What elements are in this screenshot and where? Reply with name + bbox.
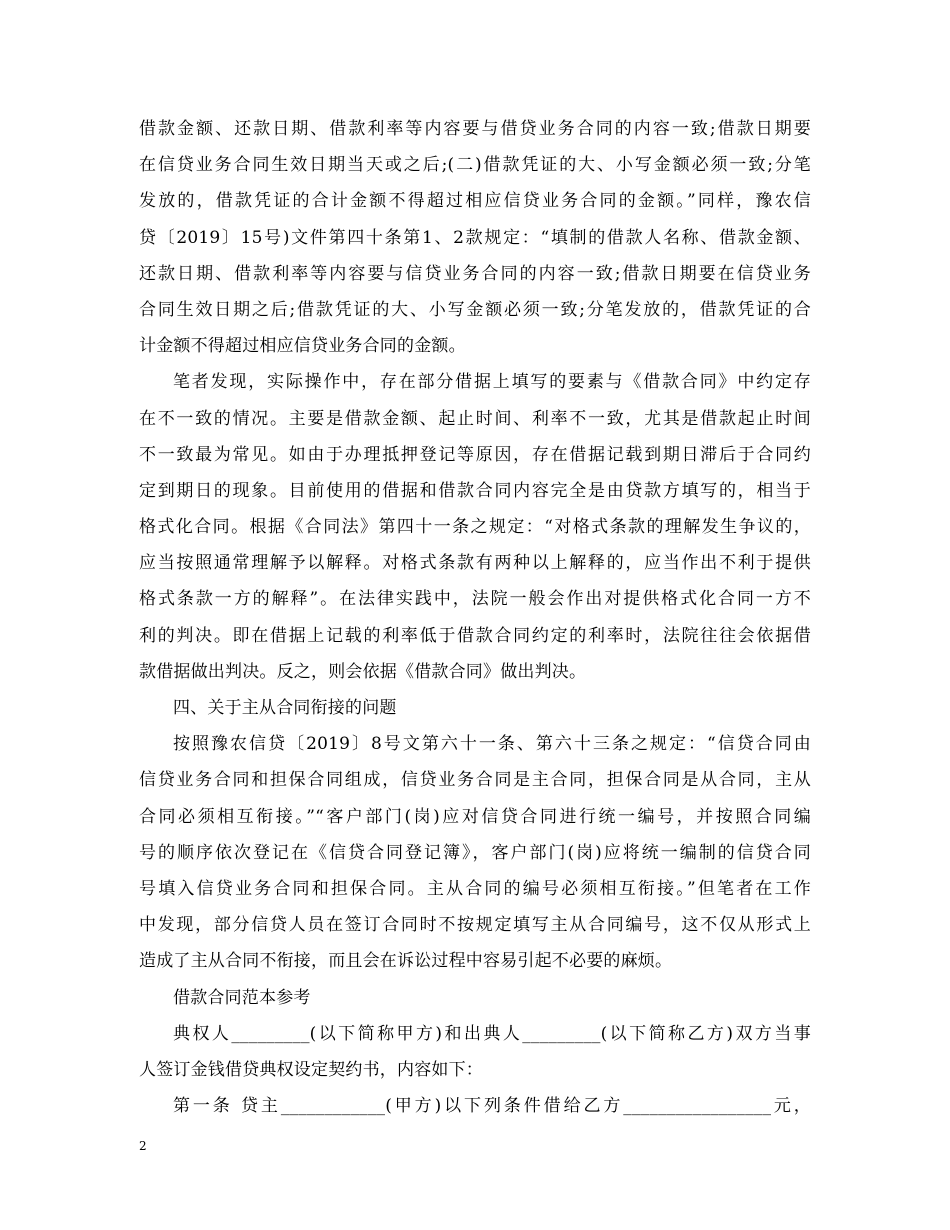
text-line: 信贷业务合同和担保合同组成，信贷业务合同是主合同，担保合同是从合同，主从 (139, 770, 811, 791)
text-line: 利的判决。即在借据上记载的利率低于借款合同约定的利率时，法院往往会依据借 (139, 625, 811, 646)
text-line: 不一致最为常见。如由于办理抵押登记等原因，存在借据记载到期日滞后于合同约 (139, 444, 811, 465)
section-heading: 四、关于主从合同衔接的问题 (173, 698, 397, 718)
text-line: 在不一致的情况。主要是借款金额、起止时间、利率不一致，尤其是借款起止时间 (139, 408, 811, 429)
text-line: 合同生效日期之后;借款凭证的大、小写金额必须一致;分笔发放的，借款凭证的合 (139, 299, 811, 320)
text-line: 格式条款一方的解释”。在法律实践中，法院一般会作出对提供格式化合同一方不 (139, 589, 811, 610)
text-line: 款借据做出判决。反之，则会依据《借款合同》做出判决。 (139, 661, 587, 682)
text-line: 典权人_________(以下简称甲方)和出典人_________(以下简称乙方)双方当事 (173, 1023, 811, 1044)
text-line: 笔者发现，实际操作中，存在部分借据上填写的要素与《借款合同》中约定存 (173, 372, 811, 393)
text-line: 贷〔2019〕15号)文件第四十条第1、2款规定：“填制的借款人名称、借款金额、 (139, 227, 811, 248)
text-line: 应当按照通常理解予以解释。对格式条款有两种以上解释的，应当作出不利于提供 (139, 553, 811, 574)
text-line: 中发现，部分信贷人员在签订合同时不按规定填写主从合同编号，这不仅从形式上 (139, 915, 811, 936)
text-line: 第一条 贷主____________(甲方)以下列条件借给乙方_________________元， (173, 1096, 811, 1117)
document-body (139, 111, 811, 1124)
text-line: 号的顺序依次登记在《信贷合同登记簿》，客户部门(岗)应将统一编制的信贷合同 (139, 842, 811, 863)
text-line: 借款金额、还款日期、借款利率等内容要与借贷业务合同的内容一致;借款日期要 (139, 119, 811, 139)
page-number: 2 (139, 1139, 147, 1153)
text-line: 计金额不得超过相应信贷业务合同的金额。 (139, 336, 466, 357)
text-line: 号填入信贷业务合同和担保合同。主从合同的编号必须相互衔接。”但笔者在工作 (139, 878, 811, 899)
text-line: 造成了主从合同不衔接，而且会在诉讼过程中容易引起不必要的麻烦。 (139, 951, 673, 972)
text-line: 发放的，借款凭证的合计金额不得超过相应信贷业务合同的金额。”同样，豫农信 (139, 191, 811, 212)
text-line: 按照豫农信贷〔2019〕8号文第六十一条、第六十三条之规定：“信贷合同由 (173, 734, 811, 755)
text-line: 合同必须相互衔接。”“客户部门(岗)应对信贷合同进行统一编号，并按照合同编 (139, 806, 811, 827)
text-line: 还款日期、借款利率等内容要与信贷业务合同的内容一致;借款日期要在信贷业务 (139, 263, 811, 284)
section-heading: 借款合同范本参考 (173, 987, 311, 1008)
text-line: 人签订金钱借贷典权设定契约书，内容如下： (139, 1059, 483, 1080)
text-line: 格式化合同。根据《合同法》第四十一条之规定：“对格式条款的理解发生争议的， (139, 517, 811, 538)
text-line: 在信贷业务合同生效日期当天或之后;(二)借款凭证的大、小写金额必须一致;分笔 (139, 155, 811, 176)
text-line: 定到期日的现象。目前使用的借据和借款合同内容完全是由贷款方填写的，相当于 (139, 480, 811, 501)
